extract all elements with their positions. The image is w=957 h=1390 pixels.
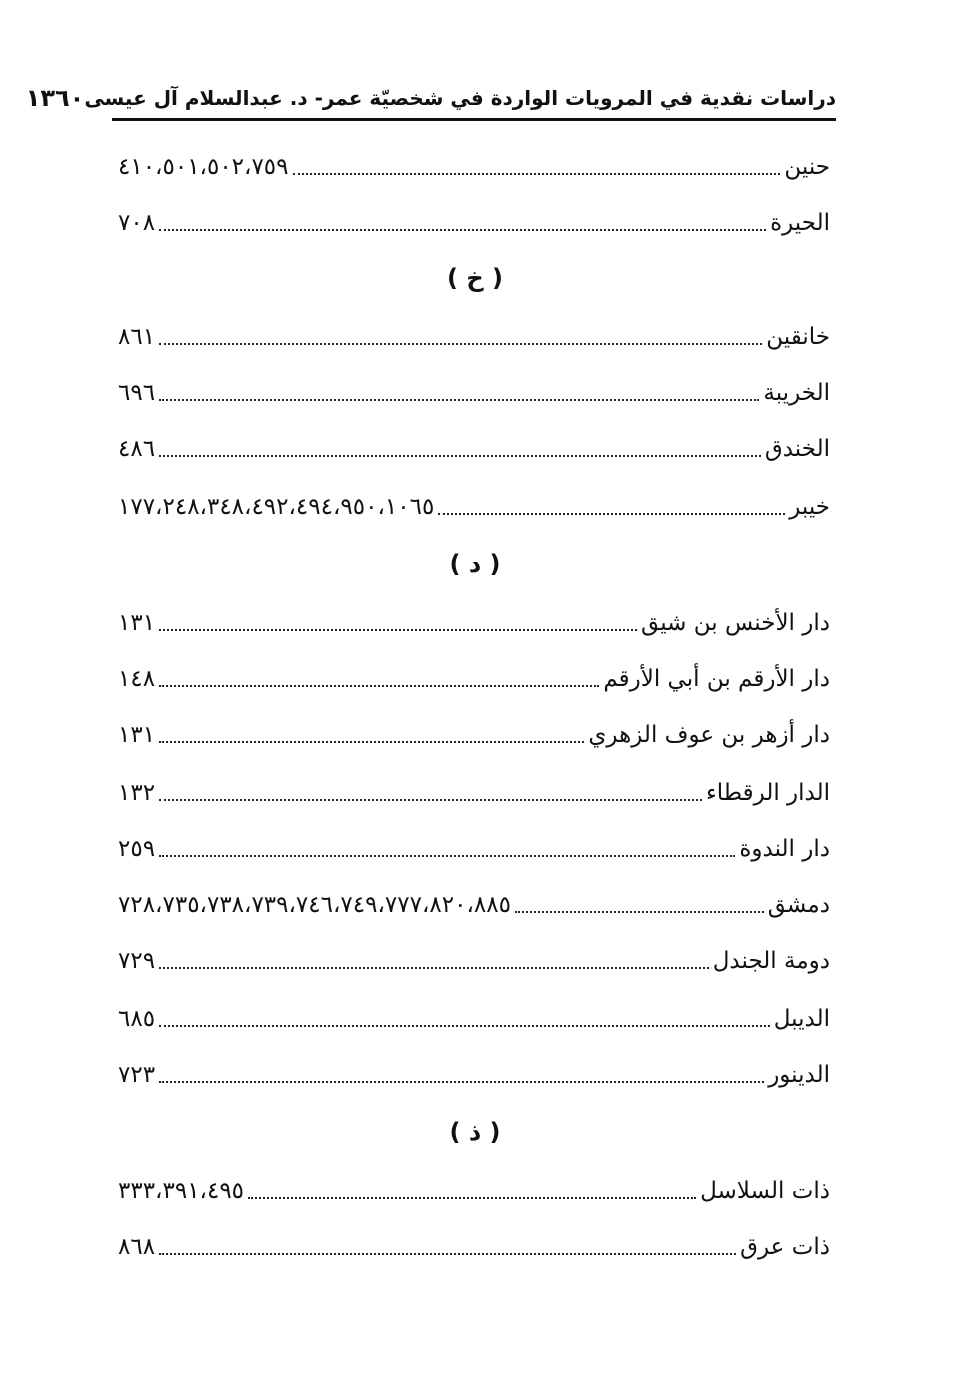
entry-pages: ٣٣٣،٣٩١،٤٩٥ [118,1178,245,1204]
section-heading: ( ذ ) [449,1118,501,1146]
index-entry [118,768,830,808]
section-heading: ( خ ) [447,264,503,292]
dot-leader [159,685,599,687]
dot-leader [293,173,781,175]
entry-pages: ٨٦١ [118,324,156,350]
index-entry [118,142,830,182]
index-entry [118,1222,830,1262]
dot-leader [159,1253,736,1255]
entry-name: دار أزهر بن عوف الزهري [588,722,830,748]
entry-name: ذات عرق [740,1234,830,1260]
entry-name: دار الأخنس بن شيق [641,610,830,636]
index-entry [118,598,830,638]
dot-leader [438,513,785,515]
header-title: دراسات نقدية في المرويات الواردة في شخصيّة عمر- د. عبدالسلام آل عيسى [84,86,836,110]
index-entry [118,824,830,864]
entry-pages: ٧٢٣ [118,1062,156,1088]
index-entry [118,880,830,920]
entry-name: الخندق [764,436,830,462]
index-entry [118,482,830,522]
entry-name: خانقين [766,324,830,350]
index-entry [118,654,830,694]
entry-name: دومة الجندل [712,948,830,974]
entry-name: دمشق [767,892,830,918]
section-heading: ( د ) [449,550,501,578]
entry-name: الحيرة [770,210,830,236]
index-entry [118,368,830,408]
dot-leader [159,741,584,743]
page-number: ١٣٦٠ [25,84,85,112]
entry-name: دار الأرقم بن أبي الأرقم [603,666,830,692]
entry-pages: ٨٦٨ [118,1234,156,1260]
index-entry [118,1166,830,1206]
dot-leader [159,343,762,345]
index-entry [118,424,830,464]
dot-leader [159,799,702,801]
entry-pages: ٧٠٨ [118,210,156,236]
entry-name: الدينور [768,1062,830,1088]
header-rule [112,118,836,121]
dot-leader [159,1081,764,1083]
entry-pages: ٧٢٩ [118,948,156,974]
dot-leader [515,911,764,913]
entry-pages: ٦٩٦ [118,380,156,406]
index-entry [118,936,830,976]
dot-leader [248,1197,696,1199]
entry-name: الديبل [773,1006,830,1032]
dot-leader [159,399,759,401]
entry-pages: ١٣١ [118,610,156,636]
entry-pages: ١٣٢ [118,780,156,806]
entry-name: الدار الرقطاء [705,780,830,806]
entry-name: دار الندوة [739,836,830,862]
entry-name: الخريبة [763,380,830,406]
index-entry [118,710,830,750]
entry-pages: ٤٨٦ [118,436,156,462]
dot-leader [159,229,766,231]
entry-name: حنين [784,154,830,180]
entry-pages: ١٤٨ [118,666,156,692]
entry-name: خيبر [789,494,830,520]
dot-leader [159,855,735,857]
index-entry [118,312,830,352]
index-entry [118,1050,830,1090]
index-entry [118,198,830,238]
entry-pages: ١٣١ [118,722,156,748]
dot-leader [159,455,761,457]
entry-pages: ١٧٧،٢٤٨،٣٤٨،٤٩٢،٤٩٤،٩٥٠،١٠٦٥ [118,494,435,520]
entry-name: ذات السلاسل [700,1178,830,1204]
entry-pages: ٤١٠،٥٠١،٥٠٢،٧٥٩ [118,154,289,180]
running-header [25,82,836,114]
index-entry [118,994,830,1034]
dot-leader [159,629,637,631]
entry-pages: ٦٨٥ [118,1006,156,1032]
dot-leader [159,1025,770,1027]
entry-pages: ٧٢٨،٧٣٥،٧٣٨،٧٣٩،٧٤٦،٧٤٩،٧٧٧،٨٢٠،٨٨٥ [118,892,511,918]
dot-leader [159,967,709,969]
entry-pages: ٢٥٩ [118,836,156,862]
